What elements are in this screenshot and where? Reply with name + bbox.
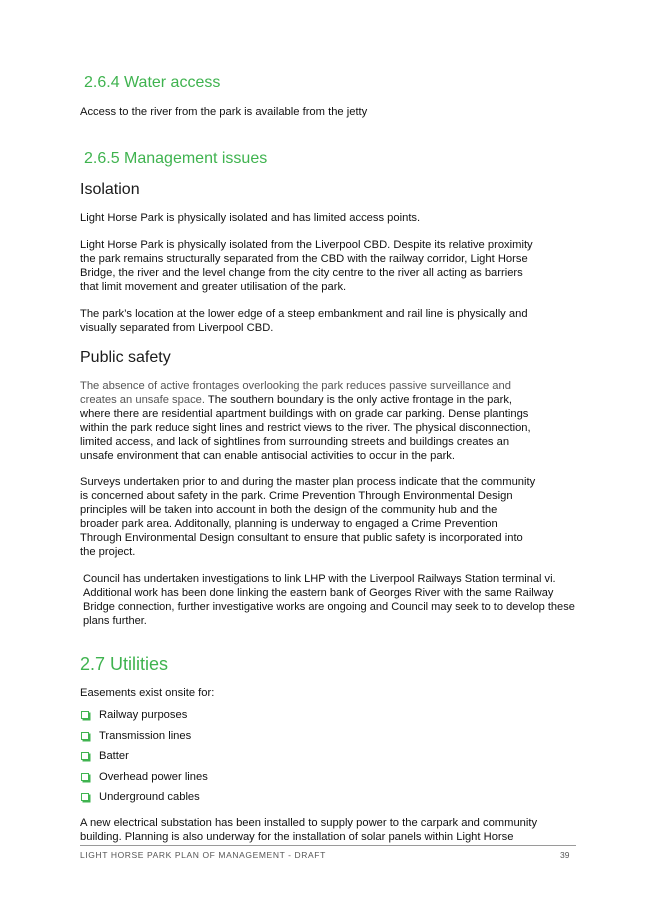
section-heading-water-access: 2.6.4 Water access [84,74,221,91]
list-item [80,787,208,808]
utilities-easement-list [80,705,208,808]
paragraph-line: A new electrical substation has been installed to supply power to the carpark and community [80,817,538,829]
square-bullet-icon [81,752,89,760]
paragraph-line: broader park area. Additonally, planning is underway to engaged a Crime Prevention [80,517,498,530]
square-bullet-icon [81,773,89,781]
list-item [80,767,208,788]
footer-page-number: 39 [560,850,570,860]
utilities-intro: Easements exist onsite for: [80,687,215,699]
square-bullet-icon [81,793,89,801]
square-bullet-icon [81,732,89,740]
subheading-public-safety: Public safety [80,349,171,366]
section-heading-utilities: 2.7 Utilities [80,654,169,674]
public-safety-paragraph-2 [80,476,535,559]
paragraph-line: principles will be taken into account in both the design of the community hub and the [80,503,498,516]
paragraph-line: Additional work has been done linking the eastern bank of Georges River with the same Railway [83,586,554,599]
paragraph-line: Surveys undertaken prior to and during the master plan process indicate that the community [80,476,536,488]
paragraph-line: building. Planning is also underway for the installation of solar panels within Light Horse [80,830,514,843]
paragraph-line: the project. [80,545,136,558]
paragraph-line: Light Horse Park is physically isolated from the Liverpool CBD. Despite its relative proximity [80,239,533,251]
paragraph-line: Bridge connection, further investigative works are ongoing and Council may seek to to develop these [83,600,575,613]
public-safety-paragraph-1 [80,380,531,463]
paragraph-line: Through Environmental Design consultant to ensure that public safety is incorporated into [80,531,523,544]
list-item-label: Underground cables [99,791,200,804]
paragraph-line: The park’s location at the lower edge of a steep embankment and rail line is physically and [80,308,528,320]
square-bullet-icon [81,711,89,719]
list-item-label: Batter [99,750,129,763]
paragraph-line: is concerned about safety in the park. Crime Prevention Through Environmental Design [80,489,513,502]
list-item [80,705,208,726]
footer-divider [80,845,576,846]
subheading-isolation: Isolation [80,181,140,198]
paragraph-line: where there are residential apartment buildings with on grade car parking. Dense plantings [80,407,529,420]
paragraph-line: limited access, and lack of sightlines from surrounding streets and buildings creates an [80,435,510,448]
paragraph-line: Bridge, the river and the level change from the city centre to the river all acting as barriers [80,266,523,279]
paragraph-line: within the park reduce sight lines and restrict views to the river. The physical disconnection, [80,421,531,434]
paragraph-line: The absence of active frontages overlooking the park reduces passive surveillance and [80,380,511,392]
paragraph-line: visually separated from Liverpool CBD. [80,321,274,334]
paragraph-line: plans further. [83,614,147,627]
list-item-label: Overhead power lines [99,770,208,783]
paragraph-line: unsafe environment that can enable antisocial activities to occur in the park. [80,449,455,462]
footer-document-title: LIGHT HORSE PARK PLAN OF MANAGEMENT - DRAFT [80,850,326,860]
section-heading-management-issues: 2.6.5 Management issues [84,150,268,167]
list-item-label: Railway purposes [99,709,188,722]
public-safety-paragraph-3 [83,573,575,629]
list-item [80,726,208,747]
paragraph-line: Council has undertaken investigations to link LHP with the Liverpool Railways Station terminal vi. [83,573,556,585]
isolation-paragraph-1: Light Horse Park is physically isolated and has limited access points. [80,212,421,224]
list-item-label: Transmission lines [99,729,192,742]
isolation-paragraph-2 [80,239,533,295]
paragraph-line: that limit movement and greater utilisation of the park. [80,280,347,293]
paragraph-line-fragment: creates an unsafe space. [80,393,206,406]
isolation-paragraph-3 [80,308,528,336]
paragraph-line: the park remains structurally separated from the CBD with the railway corridor, Light Horse [80,252,528,265]
utilities-closing-paragraph [80,817,537,845]
list-item [80,746,208,767]
water-access-text: Access to the river from the park is available from the jetty [80,106,368,118]
paragraph-line-fragment: The southern boundary is the only active frontage in the park, [205,393,513,406]
